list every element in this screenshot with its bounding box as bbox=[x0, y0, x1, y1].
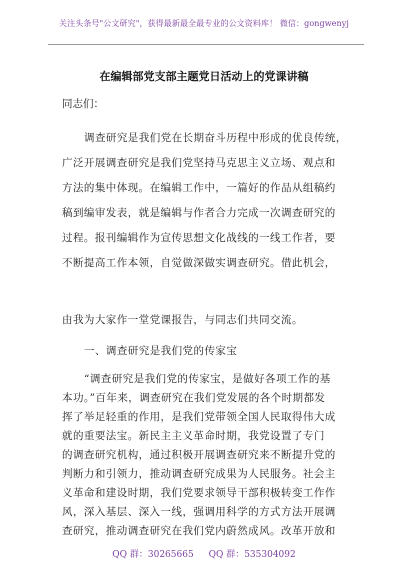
footer-contact bbox=[0, 547, 408, 560]
paragraph-line: 稿到编审发表，就是编辑与作者合力完成一次调查研究的 bbox=[62, 207, 336, 219]
paragraph-line: 调查研究是我们党在长期奋斗历程中形成的优良传统， bbox=[84, 132, 347, 144]
section-heading: 一、调查研究是我们党的传家宝 bbox=[84, 345, 238, 357]
paragraph-line: 过程。报刊编辑作为宣传思想文化战线的一线工作者，要 bbox=[62, 232, 336, 244]
footer-qq-group-1: QQ 群：30265665 bbox=[112, 550, 194, 560]
paragraph-line: 判断力和引领力，推动调查研究成果为人民服务。社会主 bbox=[62, 468, 336, 480]
paragraph-line: 本功。”百年来，调查研究在我们党发展的各个时期都发 bbox=[62, 392, 326, 404]
paragraph-line: 义革命和建设时期，我们党要求领导干部积极转变工作作 bbox=[62, 487, 336, 499]
document-title: 在编辑部党支部主题党日活动上的党课讲稿 bbox=[99, 70, 309, 83]
footer-qq-group-2: QQ 群：535304092 bbox=[208, 550, 296, 560]
paragraph-line: 风，深入基层、深入一线，强调用科学的方式方法开展调 bbox=[62, 506, 336, 518]
header-banner: 关注头条号"公文研究"，获得最新最全最专业的公文资料库！ 微信：gongwenyj bbox=[59, 19, 349, 28]
paragraph-line: 的调查研究机构，通过积极开展调查研究来不断提升党的 bbox=[62, 449, 336, 461]
paragraph-line: 由我为大家作一堂党课报告，与同志们共同交流。 bbox=[62, 314, 303, 326]
paragraph-line: 就的重要法宝。新民主主义革命时期，我党设置了专门 bbox=[62, 430, 325, 442]
paragraph-line: 挥了举足轻重的作用，是我们党带领全国人民取得伟大成 bbox=[62, 411, 336, 423]
paragraph-line: 广泛开展调查研究是我们党坚持马克思主义立场、观点和 bbox=[62, 157, 336, 169]
paragraph-line: 不断提高工作本领，自觉做深做实调查研究。借此机会， bbox=[62, 257, 336, 269]
paragraph-line: 查研究，推动调查研究在我们党内蔚然成风。改革开放和 bbox=[62, 525, 336, 537]
salutation: 同志们： bbox=[62, 98, 104, 110]
paragraph-line: “调查研究是我们党的传家宝，是做好各项工作的基 bbox=[84, 373, 331, 385]
paragraph-line: 方法的集中体现。在编辑工作中，一篇好的作品从组稿约 bbox=[62, 182, 336, 194]
header-divider bbox=[48, 44, 364, 45]
